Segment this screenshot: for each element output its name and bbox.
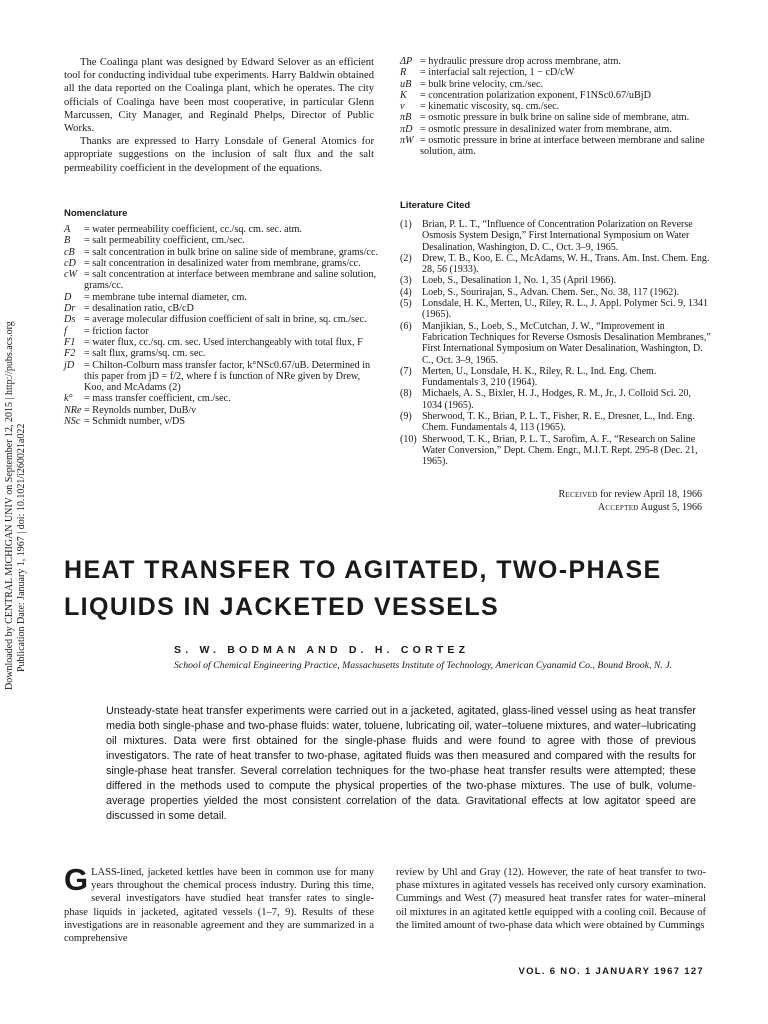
nomenclature-item-key: F2	[64, 348, 76, 360]
nomenclature-item	[64, 314, 380, 325]
nomenclature-item-text: = salt concentration at interface between membrane and saline solution, grams/cc.	[84, 269, 377, 292]
nomenclature-item	[64, 348, 380, 359]
reference-item-text: Drew, T. B., Koo, E. C., McAdams, W. H., Trans. Am. Inst. Chem. Eng. 28, 56 (1933).	[422, 252, 710, 276]
symbol-item-key: πD	[400, 123, 413, 135]
reference-item-key: (3)	[400, 275, 412, 287]
nomenclature-item	[64, 247, 380, 258]
symbol-item-key: uB	[400, 78, 412, 90]
nomenclature-item-text: = Chilton-Colburn mass transfer factor, k°NSc0.67/uB. Determined in this paper from jD = f/2, where f is function of NRe given by Drew, Koo, and McAdams (2)	[84, 359, 371, 394]
nomenclature-item-text: = salt flux, grams/sq. cm. sec.	[84, 348, 206, 360]
nomenclature-item-text: = desalination ratio, cB/cD	[84, 303, 194, 315]
nomenclature-item-text: = water permeability coefficient, cc./sq. cm. sec. atm.	[84, 224, 302, 235]
nomenclature-item-key: NRe	[64, 404, 82, 416]
page-footer: VOL. 6 NO. 1 JANUARY 1967 127	[518, 966, 704, 977]
reference-item-text: Merten, U., Lonsdale, H. K., Riley, R. L., Ind. Eng. Chem. Fundamentals 3, 210 (1964).	[422, 365, 657, 389]
symbol-item-text: = interfacial salt rejection, 1 − cD/cW	[420, 67, 575, 79]
accepted-text: August 5, 1966	[640, 501, 702, 513]
symbols-list	[400, 56, 712, 158]
reference-item-key: (1)	[400, 219, 412, 230]
received-dates	[400, 489, 702, 514]
symbol-item	[400, 67, 712, 78]
symbol-item-text: = osmotic pressure in desalinized water from membrane, atm.	[420, 123, 672, 135]
nomenclature-item	[64, 292, 380, 303]
reference-item	[400, 253, 712, 276]
nomenclature-item	[64, 303, 380, 314]
literature-heading: Literature Cited	[400, 200, 471, 211]
nomenclature-item-key: cD	[64, 257, 76, 269]
nomenclature-item-text: = salt concentration in bulk brine on saline side of membrane, grams/cc.	[84, 246, 379, 258]
symbol-item-text: = kinematic viscosity, sq. cm./sec.	[420, 101, 560, 113]
reference-item	[400, 321, 712, 366]
reference-item-key: (7)	[400, 365, 412, 377]
nomenclature-item	[64, 258, 380, 269]
symbol-item	[400, 101, 712, 112]
nomenclature-item-key: cB	[64, 246, 75, 258]
reference-item-text: Sherwood, T. K., Brian, P. L. T., Sarofim, A. F., “Research on Saline Water Conversion,” Dept. Chem. Engr., M.I.T. Rept. 295-8 (Dec. 21, 1965).	[422, 433, 698, 468]
nomenclature-item	[64, 360, 380, 394]
accepted-label: Accepted	[597, 501, 639, 513]
reference-item-text: Loeb, S., Desalination 1, No. 1, 35 (April 1966).	[422, 275, 617, 287]
reference-item	[400, 411, 712, 434]
symbol-item-text: = hydraulic pressure drop across membrane, atm.	[420, 56, 621, 67]
nomenclature-item-text: = friction factor	[84, 325, 149, 337]
nomenclature-item-key: Ds	[64, 314, 76, 326]
reference-item	[400, 366, 712, 389]
body-column-left	[64, 862, 374, 945]
nomenclature-item-key: k°	[64, 393, 73, 405]
nomenclature-item-text: = mass transfer coefficient, cm./sec.	[84, 393, 231, 405]
received-label: Received	[558, 489, 598, 500]
affiliation: School of Chemical Engineering Practice, Massachusetts Institute of Technology, American Cyanamid Co., Bound Brook, N. J.	[174, 660, 673, 671]
reference-item-text: Brian, P. L. T., “Influence of Concentration Polarization on Reverse Osmosis System Design,” First International Symposium on Water Desalination, Washington, D. C., Oct. 3–9, 1965.	[422, 219, 693, 253]
nomenclature-item	[64, 224, 380, 235]
nomenclature-item	[64, 326, 380, 337]
reference-item	[400, 298, 712, 321]
reference-item	[400, 287, 712, 298]
symbol-item-text: = bulk brine velocity, cm./sec.	[420, 78, 544, 90]
reference-item-text: Manjikian, S., Loeb, S., McCutchan, J. W., “Improvement in Fabrication Techniques for Reverse Osmosis Desalination Membranes,” First International Symposium on Water Desalination, Washington, D. C., Oct. 3–9, 1965.	[422, 320, 711, 366]
reference-item	[400, 388, 712, 411]
reference-item-text: Lonsdale, H. K., Merten, U., Riley, R. L., J. Appl. Polymer Sci. 9, 1341 (1965).	[422, 298, 708, 321]
literature-list	[400, 219, 712, 468]
nomenclature-item-key: F1	[64, 336, 76, 348]
nomenclature-item	[64, 269, 380, 292]
body-column-right: review by Uhl and Gray (12). However, the rate of heat transfer to two-phase mixtures in agitated vessels has received only cursory examination. Cummings and West (7) measured heat transfer rates for water–mineral oil mixtures in an agitated kettle equipped with a cooling coil. Because of the limited amount of two-phase data which were obtained by Cummings	[396, 867, 706, 931]
reference-item-key: (10)	[400, 433, 417, 445]
nomenclature-item-text: = water flux, cc./sq. cm. sec. Used interchangeably with total flux, F	[84, 336, 363, 348]
symbol-item	[400, 112, 712, 123]
nomenclature-item-key: cW	[64, 269, 78, 281]
reference-item-text: Loeb, S., Sourirajan, S., Advan. Chem. Ser., No. 38, 117 (1962).	[422, 286, 680, 298]
article-title	[64, 552, 714, 626]
symbol-item-key: R	[400, 67, 407, 79]
symbol-item	[400, 56, 712, 67]
symbol-item-key: ν	[400, 101, 405, 113]
symbol-item	[400, 135, 712, 158]
drop-cap: G	[64, 862, 89, 897]
download-note-line2: Publication Date: January 1, 1967 | doi: 10.1021/i260021a022	[16, 423, 27, 672]
reference-item	[400, 275, 712, 286]
nomenclature-item	[64, 235, 380, 246]
nomenclature-list	[64, 224, 380, 427]
abstract: Unsteady-state heat transfer experiments were carried out in a jacketed, agitated, glass-lined vessel using as heat transfer media both single-phase and two-phase fluids: water, toluene, lubricating oil, water–toluene mixtures, and water–lubricating oil mixtures. Data were first obtained for the single-phase fluids and were found to agree with those of previous investigators. The rate of heat transfer to two-phase, agitated fluids was then measured and compared with the results for single-phase heat transfer. Several correlation techniques for the two-phase heat transfer results were attempted; these differed in the methods used to compute the physical properties of the two-phase mixtures. The use of bulk, volume-average properties yielded the most consistent correlation of the data. Gravitational effects at low agitator speed are discussed in some detail.	[106, 705, 696, 822]
reference-item-key: (2)	[400, 252, 412, 264]
nomenclature-item-text: = membrane tube internal diameter, cm.	[84, 291, 247, 303]
reference-item	[400, 434, 712, 468]
symbol-item-text: = osmotic pressure in bulk brine on saline side of membrane, atm.	[420, 112, 690, 124]
download-side-note	[0, 300, 42, 690]
symbol-item	[400, 124, 712, 135]
authors: S. W. BODMAN AND D. H. CORTEZ	[174, 644, 470, 656]
symbol-item-key: K	[400, 89, 407, 101]
reference-item-key: (4)	[400, 286, 412, 298]
nomenclature-item-key: A	[64, 224, 71, 235]
reference-item-key: (8)	[400, 388, 412, 400]
reference-item	[400, 219, 712, 253]
symbol-item-key: ΔP	[400, 56, 413, 67]
symbol-item	[400, 90, 712, 101]
nomenclature-item-text: = Schmidt number, ν/DS	[84, 416, 186, 428]
symbol-item-key: πB	[400, 112, 412, 124]
acknowledgment-paragraph: Thanks are expressed to Harry Lonsdale of General Atomics for appropriate suggestions on the inclusion of salt flux and the salt permeability coefficient in the development of the equations.	[64, 136, 374, 174]
nomenclature-item-text: = average molecular diffusion coefficient of salt in brine, sq. cm./sec.	[84, 314, 367, 326]
title-line: HEAT TRANSFER TO AGITATED, TWO-PHASE	[64, 556, 662, 584]
title-line: LIQUIDS IN JACKETED VESSELS	[64, 593, 500, 621]
nomenclature-item-key: Dr	[64, 303, 76, 315]
symbol-item-key: πW	[400, 135, 414, 147]
acknowledgment-paragraph: The Coalinga plant was designed by Edward Selover as an efficient tool for conducting individual tube experiments. Harry Baldwin obtained all the data reported on the Coalinga plant, which he operates. The city officials of Coalinga have been most cooperative, in particular Glenn Marcussen, City Manager, and Reginald Phelps, Director of Public Works.	[64, 57, 374, 135]
reference-item-key: (9)	[400, 411, 412, 423]
nomenclature-item-key: NSc	[64, 416, 81, 428]
nomenclature-item-key: jD	[64, 359, 75, 371]
body-text: LASS-lined, jacketed kettles have been in common use for many years throughout the chemical process industry. During this time, several investigators have studied heat transfer rates to single-phase liquids in jacketed, agitated vessels (1–7, 9). Results of these investigations are in reasonable agreement and they are summarized in a comprehensive	[64, 867, 374, 945]
nomenclature-item-text: = salt permeability coefficient, cm./sec.	[84, 235, 245, 247]
nomenclature-item-text: = Reynolds number, DuB/ν	[84, 404, 196, 416]
reference-item-key: (5)	[400, 298, 412, 310]
reference-item-text: Sherwood, T. K., Brian, P. L. T., Fisher, R. E., Dresner, L., Ind. Eng. Chem. Fundamentals 4, 113 (1965).	[422, 411, 695, 434]
symbol-item-text: = osmotic pressure in brine at interface between membrane and saline solution, atm.	[420, 135, 705, 158]
download-note-line1: Downloaded by CENTRAL MICHIGAN UNIV on September 12, 2015 | http://pubs.acs.org	[4, 321, 15, 690]
nomenclature-item	[64, 393, 380, 404]
nomenclature-item-key: B	[64, 235, 71, 247]
reference-item-text: Michaels, A. S., Bixler, H. J., Hodges, R. M., Jr., J. Colloid Sci. 20, 1034 (1965).	[422, 388, 692, 411]
nomenclature-item	[64, 405, 380, 416]
nomenclature-item	[64, 337, 380, 348]
nomenclature-heading: Nomenclature	[64, 208, 128, 219]
acknowledgment-section	[64, 56, 374, 175]
nomenclature-item	[64, 416, 380, 427]
reference-item-key: (6)	[400, 320, 412, 332]
nomenclature-item-key: D	[64, 291, 72, 303]
symbol-item-text: = concentration polarization exponent, F1NSc0.67/uBjD	[420, 89, 651, 101]
symbol-item	[400, 79, 712, 90]
nomenclature-item-text: = salt concentration in desalinized water from membrane, grams/cc.	[84, 257, 361, 269]
received-text: for review April 18, 1966	[600, 489, 702, 500]
nomenclature-item-key: f	[64, 325, 67, 337]
